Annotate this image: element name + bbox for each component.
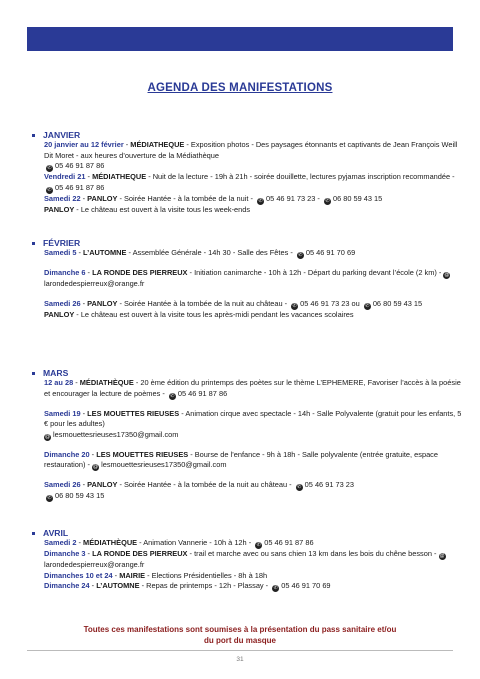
email-icon: @ bbox=[93, 464, 99, 471]
event-organizer: MÉDIATHEQUE bbox=[92, 172, 147, 182]
phone-icon: ✆ bbox=[273, 585, 278, 592]
event-phone: 06 80 59 43 15 bbox=[332, 193, 383, 203]
event-date: Samedi 5 bbox=[44, 248, 77, 257]
event-date: Vendredi 21 bbox=[44, 172, 86, 182]
event-entry: Dimanche 3 - LA RONDE DES PIERREUX - trail et marche avec ou sans chien 13 km dans les bois du chêne besson - @larondedespierreux@orange.fr bbox=[44, 549, 445, 569]
month-title: JANVIER bbox=[43, 130, 81, 140]
bullet-icon bbox=[32, 532, 35, 535]
page-title: AGENDA DES MANIFESTATIONS bbox=[147, 82, 333, 94]
month-title: MARS bbox=[43, 368, 69, 378]
event-entry: 12 au 28 - MÉDIATHÈQUE - 20 ème édition du printemps des poètes sur le thème L’EPHEMERE, Favoriser l’accès à la poésie et encourager la lecture de poèmes - ✆ 05 46 91 87 86 bbox=[44, 378, 461, 399]
event-email: lesmouettesrieuses17350@gmail.com bbox=[101, 460, 227, 470]
event-date: Dimanche 6 bbox=[44, 268, 86, 277]
event-description: - Animation Vannerie - 10h à 12h - bbox=[137, 538, 252, 547]
phone-icon: ✆ bbox=[298, 252, 303, 258]
bullet-icon bbox=[32, 372, 35, 375]
event-description: - trail et marche avec ou sans chien 13 km dans les bois du chêne besson - bbox=[187, 549, 437, 558]
event-phone: 05 46 91 87 86 bbox=[55, 182, 105, 192]
phone-icon: ✆ bbox=[170, 392, 175, 399]
event-entry: Samedi 26 - PANLOY - Soirée Hantée - à la tombée de la nuit au château - ✆ 05 46 91 73 23 ✆ 06 80 59 43 15 bbox=[44, 480, 354, 502]
phone-icon: ✆ bbox=[256, 542, 261, 548]
event-date: Dimanche 24 bbox=[44, 581, 90, 591]
page-number: 31 bbox=[236, 656, 244, 663]
bullet-icon bbox=[32, 242, 35, 245]
phone-icon: ✆ bbox=[47, 165, 52, 172]
event-date: Samedi 19 bbox=[44, 408, 81, 418]
event-date: Samedi 26 bbox=[44, 480, 81, 490]
month-section-fevrier bbox=[32, 238, 462, 320]
event-date: Dimanche 20 bbox=[44, 449, 90, 459]
event-description: - Le château est ouvert à la visite tous les week-ends bbox=[74, 204, 251, 214]
event-entry bbox=[44, 205, 462, 216]
event-organizer: MAIRIE bbox=[119, 570, 146, 580]
event-entry: Dimanche 20 - LES MOUETTES RIEUSES - Bourse de l’enfance - 9h à 18h - Salle polyvalente (entrée gratuite, espace restauration) - @ lesmouettesrieuses17350@gmail.com bbox=[44, 449, 438, 471]
event-email: larondedespierreux@orange.fr bbox=[44, 279, 145, 288]
event-description: - Soirée Hantée - à la tombée de la nuit - bbox=[117, 193, 253, 203]
month-title: AVRIL bbox=[43, 528, 69, 538]
event-entry: Samedi 22 - PANLOY - Soirée Hantée - à la tombée de la nuit - ✆ 05 46 91 73 23 - ✆ 06 80 59 43 15 bbox=[44, 193, 383, 204]
event-phone: 05 46 91 70 69 bbox=[281, 581, 331, 591]
bullet-icon bbox=[32, 134, 35, 137]
event-email: lesmouettesrieuses17350@gmail.com bbox=[53, 429, 179, 439]
event-date: Samedi 26 bbox=[44, 298, 81, 308]
event-entry: Dimanches 10 et 24 - MAIRIE - Elections Présidentielles - 8h à 18h bbox=[44, 570, 268, 580]
notice-line: du port du masque bbox=[204, 636, 276, 645]
event-organizer: PANLOY bbox=[44, 309, 75, 319]
event-email: larondedespierreux@orange.fr bbox=[44, 560, 145, 569]
event-entry: Dimanche 6 - LA RONDE DES PIERREUX - Initiation canimarche - 10h à 12h - Départ du parking devant l’école (2 km) - @larondedespierreux@orange.fr bbox=[44, 268, 450, 288]
event-organizer: LA RONDE DES PIERREUX bbox=[92, 268, 188, 277]
event-phone: 05 46 91 87 86 bbox=[264, 538, 314, 547]
event-description: - Assemblée Générale - 14h 30 - Salle des Fêtes - bbox=[126, 248, 293, 257]
footer-divider bbox=[27, 650, 453, 651]
event-organizer: MÉDIATHÈQUE bbox=[83, 538, 138, 547]
event-description: - Animation cirque avec spectacle - 14h - Salle Polyvalente (gratuit pour les enfants, 5 € pour les adultes) bbox=[44, 408, 462, 429]
event-organizer: L’AUTOMNE bbox=[83, 248, 127, 257]
event-description: - Nuit de la lecture - 19h à 21h - soirée douillette, lectures pyjamas inscription recommandée - bbox=[146, 172, 455, 182]
email-icon: @ bbox=[439, 553, 445, 559]
event-description: - Repas de printemps - 12h - Plassay - bbox=[139, 581, 269, 591]
event-date: 12 au 28 bbox=[44, 378, 74, 387]
event-phone: 05 46 91 73 23 - bbox=[266, 193, 320, 203]
notice-line: Toutes ces manifestations sont soumises à la présentation du pass sanitaire et/ou bbox=[83, 625, 397, 634]
month-section-mars bbox=[32, 368, 462, 502]
event-entry: 20 janvier au 12 février - MÉDIATHEQUE - Exposition photos - Des paysages étonnants et captivants de Jean François Weill Dit Moret - aux heures d’ouverture de la Médiathèque ✆ 05 46 91 87 86 bbox=[44, 140, 458, 172]
event-phone: 05 46 91 87 86 bbox=[55, 161, 105, 171]
event-entry: Vendredi 21 - MÉDIATHEQUE - Nuit de la lecture - 19h à 21h - soirée douillette, lectures pyjamas inscription recommandée - ✆ 05 46 91 87 86 bbox=[44, 172, 455, 193]
month-section-janvier bbox=[32, 130, 462, 215]
event-description: - Bourse de l’enfance - 9h à 18h - Salle polyvalente (entrée gratuite, espace restauration) - bbox=[44, 449, 438, 470]
event-organizer: LES MOUETTES RIEUSES bbox=[96, 449, 189, 459]
event-entry bbox=[44, 310, 462, 321]
event-description: - 20 ème édition du printemps des poètes sur le thème L’EPHEMERE, Favoriser l’accès à la poésie et encourager la lecture de poèmes - bbox=[44, 378, 461, 398]
month-title: FÉVRIER bbox=[43, 238, 81, 248]
event-description: - Soirée Hantée à la tombée de la nuit au château - bbox=[117, 298, 288, 308]
phone-icon: ✆ bbox=[258, 197, 263, 204]
phone-icon: ✆ bbox=[365, 302, 370, 309]
event-organizer: PANLOY bbox=[87, 480, 118, 490]
event-organizer: PANLOY bbox=[87, 298, 118, 308]
event-phone: 05 46 91 73 23 bbox=[304, 480, 354, 490]
event-date: Dimanche 3 bbox=[44, 549, 86, 558]
event-description: - Initiation canimarche - 10h à 12h - Départ du parking devant l’école (2 km) - bbox=[187, 268, 442, 277]
event-organizer: MÉDIATHEQUE bbox=[130, 140, 185, 149]
month-section-avril bbox=[32, 528, 462, 592]
phone-icon: ✆ bbox=[297, 484, 302, 491]
header-banner bbox=[27, 27, 453, 51]
event-organizer: L’AUTOMNE bbox=[96, 581, 140, 591]
event-date: Samedi 2 bbox=[44, 538, 77, 547]
event-description: - Soirée Hantée - à la tombée de la nuit au château - bbox=[117, 480, 292, 490]
phone-icon: ✆ bbox=[292, 302, 297, 309]
event-organizer: LES MOUETTES RIEUSES bbox=[87, 408, 180, 418]
event-phone: 06 80 59 43 15 bbox=[372, 298, 423, 308]
event-entry: Samedi 26 - PANLOY - Soirée Hantée à la tombée de la nuit au château - ✆ 05 46 91 73 23 ou ✆ 06 80 59 43 15 bbox=[44, 298, 423, 309]
email-icon: @ bbox=[44, 433, 51, 440]
event-description: - Elections Présidentielles - 8h à 18h bbox=[145, 570, 268, 580]
event-date: Samedi 22 bbox=[44, 193, 81, 203]
phone-icon: ✆ bbox=[325, 197, 330, 204]
event-entry: Samedi 2 - MÉDIATHÈQUE - Animation Vannerie - 10h à 12h - ✆ 05 46 91 87 86 bbox=[44, 538, 314, 548]
event-date: 20 janvier au 12 février bbox=[44, 140, 124, 149]
event-entry: Samedi 5 - L’AUTOMNE - Assemblée Générale - 14h 30 - Salle des Fêtes - ✆ 05 46 91 70 69 bbox=[44, 248, 356, 258]
event-organizer: LA RONDE DES PIERREUX bbox=[92, 549, 188, 558]
event-phone: 05 46 91 73 23 ou bbox=[300, 298, 360, 308]
event-phone: 06 80 59 43 15 bbox=[55, 491, 105, 501]
event-organizer: MÉDIATHÈQUE bbox=[79, 378, 134, 387]
email-icon: @ bbox=[444, 272, 450, 278]
event-phone: 05 46 91 87 86 bbox=[177, 388, 228, 398]
event-organizer: PANLOY bbox=[44, 204, 75, 214]
sanitary-notice bbox=[40, 624, 440, 646]
event-organizer: PANLOY bbox=[87, 193, 118, 203]
event-description: - Exposition photos - Des paysages étonnants et captivants de Jean François Weill Dit Moret - aux heures d’ouverture de la Médiathèque bbox=[44, 140, 458, 160]
event-phone: 05 46 91 70 69 bbox=[305, 248, 356, 257]
event-entry: Samedi 19 - LES MOUETTES RIEUSES - Animation cirque avec spectacle - 14h - Salle Polyvalente (gratuit pour les enfants, 5 € pour les adultes) @ lesmouettesrieuses17350@gmail.com bbox=[44, 408, 462, 440]
event-description: - Le château est ouvert à la visite tous les après-midi pendant les vacances scolaires bbox=[74, 309, 354, 319]
phone-icon: ✆ bbox=[47, 495, 52, 502]
phone-icon: ✆ bbox=[47, 186, 52, 193]
event-date: Dimanches 10 et 24 bbox=[44, 570, 113, 580]
event-entry: Dimanche 24 - L’AUTOMNE - Repas de printemps - 12h - Plassay - ✆ 05 46 91 70 69 bbox=[44, 581, 331, 592]
